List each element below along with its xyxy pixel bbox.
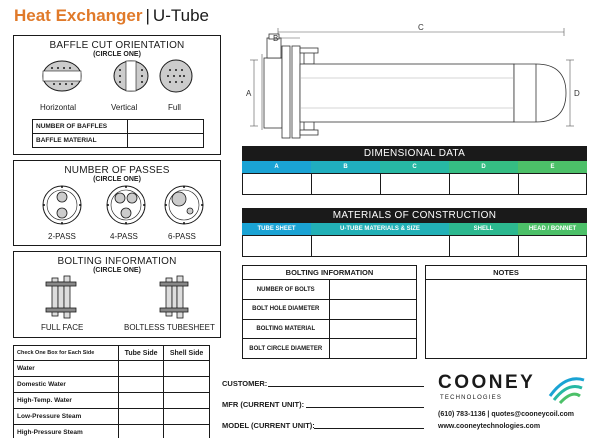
company-contact: (610) 783-1136 | quotes@cooneycoil.com bbox=[438, 411, 575, 418]
tube-side-checkbox[interactable] bbox=[119, 393, 164, 409]
customer-input[interactable] bbox=[268, 386, 424, 387]
dim-header-c: C bbox=[380, 161, 449, 173]
table-row bbox=[243, 280, 416, 300]
swirl-icon bbox=[546, 370, 586, 404]
mfr-input[interactable] bbox=[306, 407, 424, 408]
boltless-tubesheet-icon bbox=[160, 276, 188, 318]
bolting-row-label: BOLTING MATERIAL bbox=[243, 319, 329, 339]
heat-exchanger-drawing bbox=[236, 18, 588, 142]
table-row bbox=[14, 361, 210, 377]
title-separator: | bbox=[145, 6, 150, 25]
bolting-row-label: NUMBER OF BOLTS bbox=[243, 280, 329, 300]
dim-field-a[interactable] bbox=[242, 173, 312, 195]
company-website[interactable]: www.cooneytechnologies.com bbox=[438, 423, 541, 430]
fluid-label: High-Temp. Water bbox=[14, 393, 119, 409]
table-row bbox=[14, 393, 210, 409]
mat-field-u-tube[interactable] bbox=[311, 235, 450, 257]
fluid-label: Low-Pressure Steam bbox=[14, 409, 119, 425]
dim-label-c: C bbox=[418, 23, 424, 32]
mat-header-u-tube: U-TUBE MATERIALS & SIZE bbox=[311, 223, 449, 235]
mfr-label: MFR (CURRENT UNIT): bbox=[222, 400, 305, 409]
bolting-option-full-face[interactable]: FULL FACE bbox=[41, 323, 84, 332]
passes-instruction: (CIRCLE ONE) bbox=[93, 176, 141, 183]
table-row bbox=[243, 319, 416, 339]
baffle-option-vertical[interactable]: Vertical bbox=[111, 103, 138, 112]
dim-field-c[interactable] bbox=[380, 173, 450, 195]
check-table-header: Shell Side bbox=[164, 346, 210, 361]
two-pass-icon bbox=[43, 186, 81, 224]
tube-side-checkbox[interactable] bbox=[119, 409, 164, 425]
baffle-option-full[interactable]: Full bbox=[168, 103, 181, 112]
baffle-horizontal-icon bbox=[43, 61, 81, 91]
bolting-table-panel bbox=[242, 265, 417, 359]
baffle-icons[interactable] bbox=[14, 58, 220, 98]
dim-label-a: A bbox=[246, 89, 252, 98]
tube-side-checkbox[interactable] bbox=[119, 377, 164, 393]
model-input[interactable] bbox=[314, 428, 424, 429]
table-row bbox=[33, 120, 204, 134]
check-table-header: Check One Box for Each Side bbox=[14, 346, 119, 361]
model-label: MODEL (CURRENT UNIT): bbox=[222, 421, 315, 430]
table-row bbox=[33, 134, 204, 148]
passes-title: NUMBER OF PASSES bbox=[64, 165, 170, 176]
shell-side-checkbox[interactable] bbox=[164, 393, 210, 409]
baffle-option-horizontal[interactable]: Horizontal bbox=[40, 103, 77, 112]
notes-panel[interactable] bbox=[425, 265, 587, 359]
fluid-check-table bbox=[13, 345, 210, 438]
table-row bbox=[243, 300, 416, 320]
bolt-circle-field[interactable] bbox=[329, 339, 416, 359]
baffle-title: BAFFLE CUT ORIENTATION bbox=[49, 40, 185, 51]
table-row bbox=[243, 339, 416, 359]
mat-header-tube-sheet: TUBE SHEET bbox=[242, 223, 311, 235]
baffle-row-label: NUMBER OF BAFFLES bbox=[33, 120, 128, 134]
bolting-options-instruction: (CIRCLE ONE) bbox=[93, 267, 141, 274]
baffle-material-field[interactable] bbox=[128, 134, 204, 148]
title-main: Heat Exchanger bbox=[14, 6, 143, 25]
bolting-option-boltless[interactable]: BOLTLESS TUBESHEET bbox=[124, 323, 215, 332]
table-row bbox=[14, 377, 210, 393]
page-title bbox=[14, 6, 209, 26]
check-table-header: Tube Side bbox=[119, 346, 164, 361]
table-row bbox=[14, 346, 210, 361]
six-pass-icon bbox=[165, 186, 203, 224]
materials-title: MATERIALS OF CONSTRUCTION bbox=[242, 208, 587, 223]
notes-title: NOTES bbox=[426, 266, 586, 280]
dim-header-d: D bbox=[449, 161, 518, 173]
passes-icons[interactable] bbox=[14, 185, 220, 229]
baffle-row-label: BAFFLE MATERIAL bbox=[33, 134, 128, 148]
dim-header-e: E bbox=[518, 161, 587, 173]
dim-field-b[interactable] bbox=[311, 173, 381, 195]
dimensional-title: DIMENSIONAL DATA bbox=[242, 146, 587, 161]
mat-field-shell[interactable] bbox=[449, 235, 519, 257]
table-row bbox=[14, 409, 210, 425]
dim-header-a: A bbox=[242, 161, 311, 173]
shell-side-checkbox[interactable] bbox=[164, 377, 210, 393]
baffle-instruction: (CIRCLE ONE) bbox=[93, 51, 141, 58]
passes-panel bbox=[13, 160, 221, 246]
mat-header-shell: SHELL bbox=[449, 223, 518, 235]
bolting-options-title: BOLTING INFORMATION bbox=[57, 256, 177, 267]
title-sub: U-Tube bbox=[152, 6, 209, 25]
dim-field-d[interactable] bbox=[449, 173, 519, 195]
tube-side-checkbox[interactable] bbox=[119, 425, 164, 438]
customer-label: CUSTOMER: bbox=[222, 379, 268, 388]
baffle-vertical-icon bbox=[114, 61, 148, 91]
passes-option-4[interactable]: 4-PASS bbox=[110, 232, 138, 241]
mat-field-head[interactable] bbox=[518, 235, 587, 257]
bolting-icons[interactable] bbox=[14, 274, 220, 320]
baffle-count-field[interactable] bbox=[128, 120, 204, 134]
bolting-table-title: BOLTING INFORMATION bbox=[243, 266, 416, 280]
bolt-count-field[interactable] bbox=[329, 280, 416, 300]
bolting-row-label: BOLT HOLE DIAMETER bbox=[243, 300, 329, 320]
bolting-row-label: BOLT CIRCLE DIAMETER bbox=[243, 339, 329, 359]
fluid-label: Domestic Water bbox=[14, 377, 119, 393]
full-face-icon bbox=[46, 276, 76, 318]
baffle-panel bbox=[13, 35, 221, 155]
company-logo bbox=[438, 372, 588, 408]
bolt-hole-field[interactable] bbox=[329, 300, 416, 320]
mat-field-tube-sheet[interactable] bbox=[242, 235, 312, 257]
company-tagline: TECHNOLOGIES bbox=[440, 395, 503, 401]
passes-option-6[interactable]: 6-PASS bbox=[168, 232, 196, 241]
baffle-table bbox=[32, 119, 204, 148]
four-pass-icon bbox=[107, 186, 145, 224]
dim-field-e[interactable] bbox=[518, 173, 587, 195]
dim-label-d: D bbox=[574, 89, 580, 98]
fluid-label: High-Pressure Steam bbox=[14, 425, 119, 438]
bolt-material-field[interactable] bbox=[329, 319, 416, 339]
bolting-options-panel bbox=[13, 251, 221, 338]
company-name: COONEY bbox=[438, 372, 536, 393]
fluid-label: Water bbox=[14, 361, 119, 377]
bolting-table bbox=[243, 280, 416, 358]
mat-header-head: HEAD / BONNET bbox=[518, 223, 587, 235]
passes-option-2[interactable]: 2-PASS bbox=[48, 232, 76, 241]
baffle-full-icon bbox=[160, 60, 192, 92]
table-row bbox=[14, 425, 210, 438]
tube-side-checkbox[interactable] bbox=[119, 361, 164, 377]
shell-side-checkbox[interactable] bbox=[164, 361, 210, 377]
shell-side-checkbox[interactable] bbox=[164, 425, 210, 438]
dim-header-b: B bbox=[311, 161, 380, 173]
shell-side-checkbox[interactable] bbox=[164, 409, 210, 425]
dim-label-b: B bbox=[273, 34, 279, 43]
